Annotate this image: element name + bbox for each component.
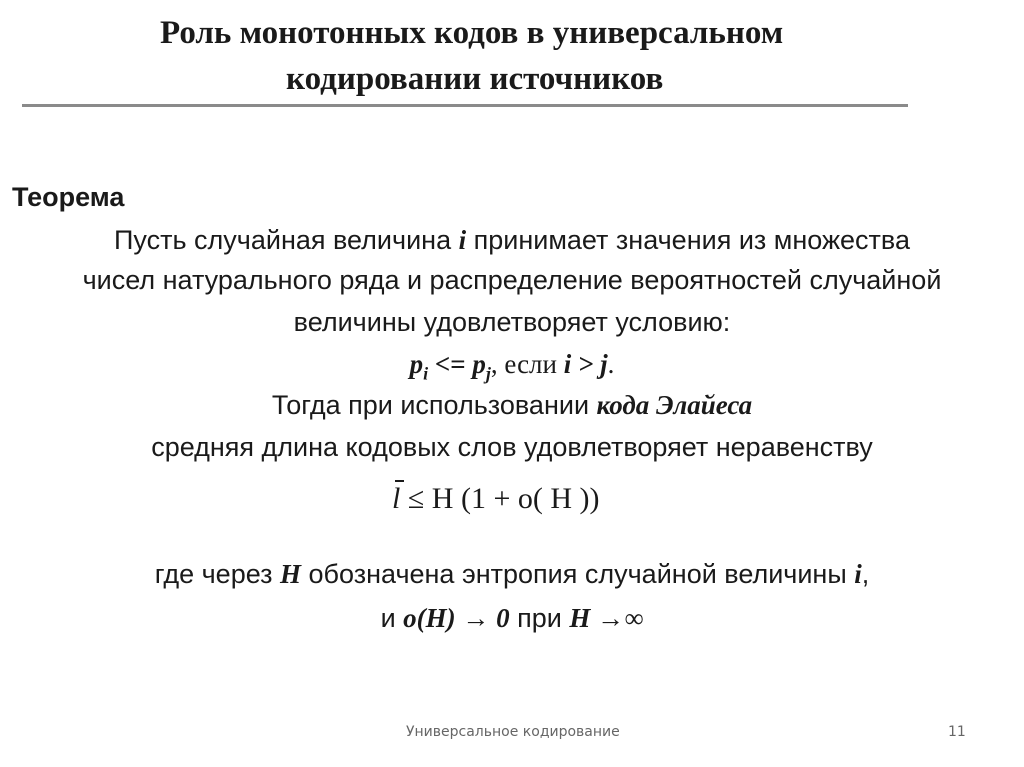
mean-length-symbol: l (392, 482, 401, 515)
inequality-formula: l ≤ H (1 + o( H )) (392, 482, 600, 515)
theorem-heading: Теорема (12, 182, 125, 212)
footer-caption: Универсальное кодирование (406, 724, 620, 740)
theorem-line-7: где через H обозначена энтропия случайной величины i, (154, 559, 870, 589)
theorem-line-1: Пусть случайная величина i принимает значения из множества (114, 225, 910, 255)
elias-code-term: кода Элайеса (596, 390, 753, 420)
slide-title-line2: кодировании источников (286, 61, 664, 97)
theorem-line-5: Тогда при использовании кода Элайеса (271, 390, 753, 420)
variable-i: i (458, 225, 467, 255)
theorem-line-3: величины удовлетворяет условию: (293, 307, 731, 337)
theorem-line-6: средняя длина кодовых слов удовлетворяет неравенству (151, 432, 873, 462)
theorem-line-8: и o(H) → 0 при H →∞ (380, 603, 644, 633)
slide-title-line1: Роль монотонных кодов в универсальном (160, 15, 784, 51)
condition-line: $p_i <= p_j$, если i > j. (409, 349, 615, 384)
page-number: 11 (948, 724, 966, 740)
title-divider (22, 104, 908, 107)
theorem-line-2: чисел натурального ряда и распределение вероятностей случайной (82, 265, 942, 295)
